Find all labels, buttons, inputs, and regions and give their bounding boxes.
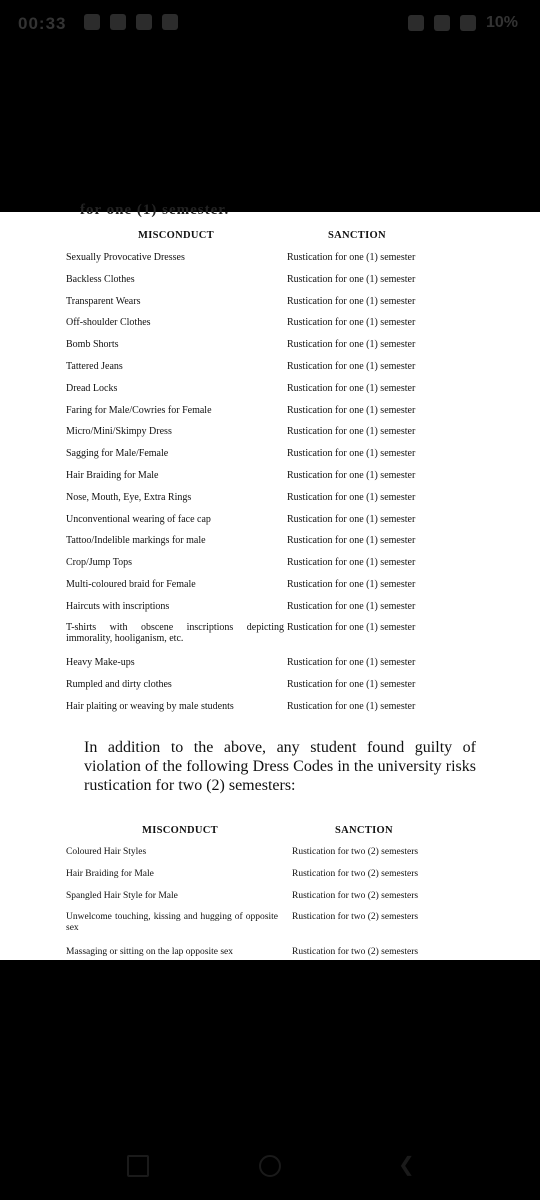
sanction-cell: Rustication for one (1) semester xyxy=(287,273,416,285)
sanction-cell: Rustication for one (1) semester xyxy=(287,295,416,307)
misconduct-cell: Tattered Jeans xyxy=(66,361,123,372)
sanction-cell: Rustication for one (1) semester xyxy=(287,701,416,712)
status-time: 00:33 xyxy=(18,14,67,33)
misconduct-cell: Unconventional wearing of face cap xyxy=(66,513,211,525)
sanction-cell: Rustication for two (2) semesters xyxy=(292,869,419,879)
misconduct-cell: Off-shoulder Clothes xyxy=(66,317,151,329)
sanction-cell: Rustication for two (2) semesters xyxy=(292,891,419,901)
table1-header-misconduct: MISCONDUCT xyxy=(138,230,214,241)
misconduct-cell: Sexually Provocative Dresses xyxy=(66,252,185,263)
sanction-cell: Rustication for one (1) semester xyxy=(287,448,416,460)
misconduct-cell: Hair plaiting or weaving by male students xyxy=(66,701,234,712)
sanction-cell: Rustication for one (1) semester xyxy=(287,557,416,569)
home-icon[interactable] xyxy=(259,1155,281,1177)
misconduct-cell: Spangled Hair Style for Male xyxy=(66,891,178,901)
sanction-cell: Rustication for two (2) semesters xyxy=(292,947,419,957)
table2-header-sanction: SANCTION xyxy=(335,825,393,836)
sanction-cell: Rustication for two (2) semesters xyxy=(292,847,419,857)
recent-apps-icon[interactable] xyxy=(127,1155,149,1177)
sanction-cell: Rustication for one (1) semester xyxy=(287,252,416,263)
system-icons xyxy=(408,14,518,32)
sanction-cell: Rustication for one (1) semester xyxy=(287,361,416,372)
sanction-cell: Rustication for one (1) semester xyxy=(287,513,416,525)
misconduct-cell: Heavy Make-ups xyxy=(66,657,135,668)
misconduct-cell: Nose, Mouth, Eye, Extra Rings xyxy=(66,491,192,503)
status-bar xyxy=(0,0,540,50)
sanction-cell: Rustication for two (2) semesters xyxy=(292,912,419,922)
misconduct-cell: Crop/Jump Tops xyxy=(66,557,133,569)
location-icon xyxy=(162,14,178,30)
whatsapp-icon xyxy=(84,14,100,30)
notification-icons xyxy=(84,14,178,30)
bluetooth-icon xyxy=(408,15,424,31)
sanction-cell: Rustication for one (1) semester xyxy=(287,600,416,612)
misconduct-cell: T-shirts with obscene inscriptions depicting immorality, hooliganism, etc. xyxy=(66,622,284,644)
signal-icon xyxy=(460,15,476,31)
sanction-cell: Rustication for one (1) semester xyxy=(287,404,416,416)
misconduct-cell: Micro/Mini/Skimpy Dress xyxy=(66,426,172,438)
intro-paragraph: In addition to the above, any student found guilty of violation of the following Dress Codes in the university risks rustication for two (2) semesters: xyxy=(84,739,476,794)
misconduct-cell: Unwelcome touching, kissing and hugging of opposite sex xyxy=(66,912,278,933)
sanction-cell: Rustication for one (1) semester xyxy=(287,339,416,351)
sanction-cell: Rustication for one (1) semester xyxy=(287,657,416,668)
document-page xyxy=(0,202,540,960)
nav-bar xyxy=(0,1140,540,1190)
table1-header-sanction: SANCTION xyxy=(328,230,386,241)
sanction-cell: Rustication for one (1) semester xyxy=(287,622,416,633)
sanction-cell: Rustication for one (1) semester xyxy=(287,426,416,438)
mute-icon xyxy=(434,15,450,31)
misconduct-cell: Massaging or sitting on the lap opposite sex xyxy=(66,947,234,957)
table2-header-misconduct: MISCONDUCT xyxy=(142,825,218,836)
sanction-cell: Rustication for one (1) semester xyxy=(287,382,416,394)
misconduct-cell: Coloured Hair Styles xyxy=(66,847,147,857)
misconduct-cell: Rumpled and dirty clothes xyxy=(66,679,172,690)
misconduct-cell: Backless Clothes xyxy=(66,273,135,285)
misconduct-cell: Dread Locks xyxy=(66,382,118,394)
misconduct-cell: Hair Braiding for Male xyxy=(66,470,159,481)
sanction-cell: Rustication for one (1) semester xyxy=(287,579,416,590)
sanction-cell: Rustication for one (1) semester xyxy=(287,317,416,329)
misconduct-cell: Haircuts with inscriptions xyxy=(66,600,170,612)
facebook-icon xyxy=(110,14,126,30)
misconduct-cell: Bomb Shorts xyxy=(66,339,119,351)
misconduct-cell: Tattoo/Indelible markings for male xyxy=(66,535,206,547)
sanction-cell: Rustication for one (1) semester xyxy=(287,470,416,481)
sanction-cell: Rustication for one (1) semester xyxy=(287,491,416,503)
misconduct-cell: Hair Braiding for Male xyxy=(66,869,154,879)
misconduct-cell: Sagging for Male/Female xyxy=(66,448,169,460)
sanction-cell: Rustication for one (1) semester xyxy=(287,535,416,547)
misconduct-cell: Transparent Wears xyxy=(66,295,141,307)
battery-level: 10% xyxy=(485,14,518,31)
sanction-cell: Rustication for one (1) semester xyxy=(287,679,416,690)
misconduct-cell: Faring for Male/Cowries for Female xyxy=(66,404,212,416)
back-icon[interactable]: ❮ xyxy=(398,1152,415,1176)
user-icon xyxy=(136,14,152,30)
cut-off-line: for one (1) semester. xyxy=(80,202,230,218)
misconduct-cell: Multi-coloured braid for Female xyxy=(66,579,196,590)
